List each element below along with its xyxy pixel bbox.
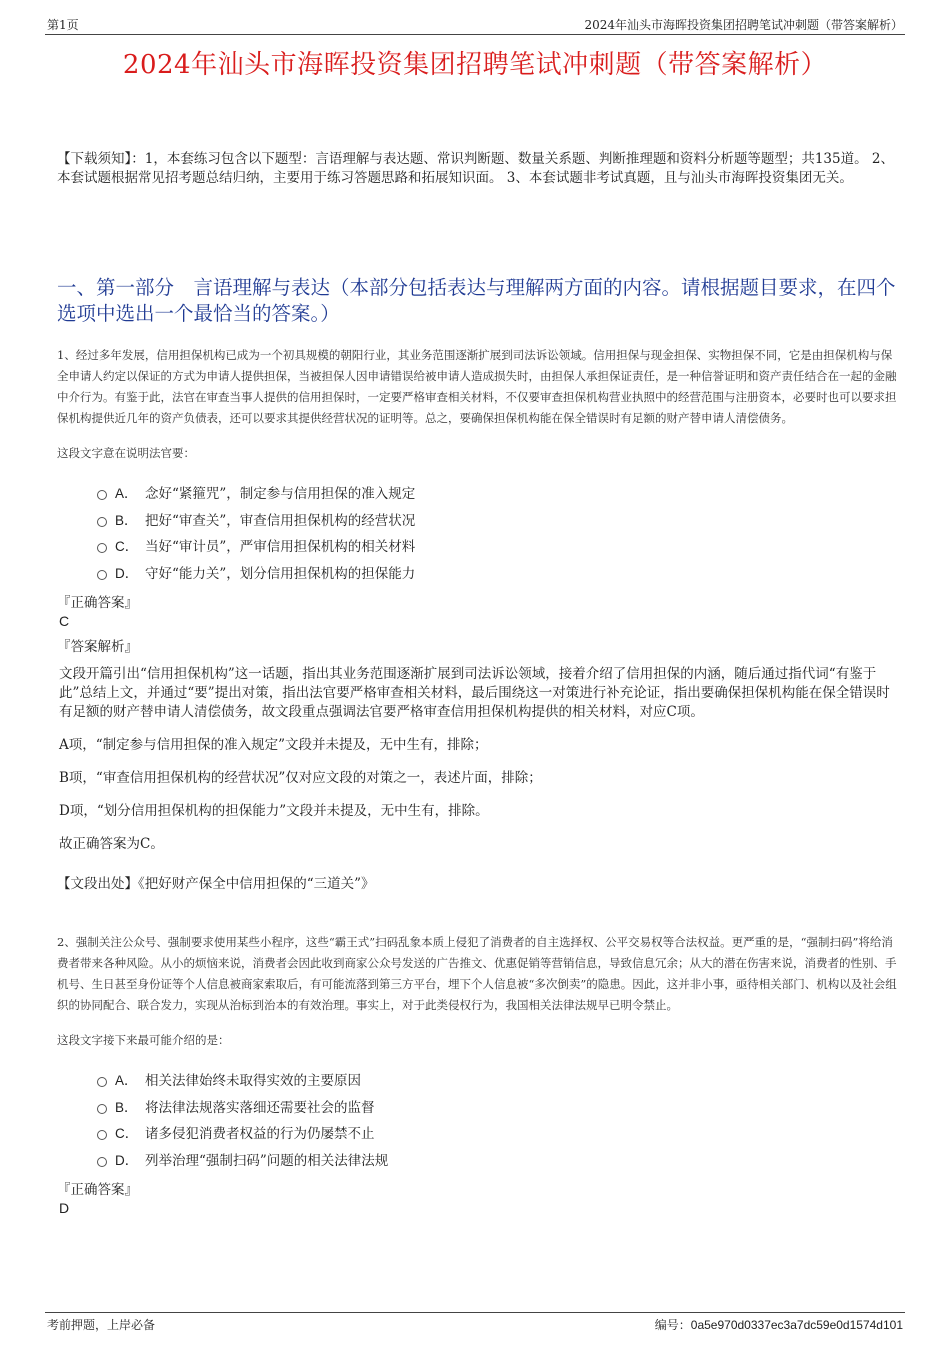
radio-icon[interactable] (97, 570, 107, 580)
question-2-options (97, 1066, 902, 1172)
page-footer (45, 1312, 905, 1335)
radio-icon[interactable] (97, 543, 107, 553)
page-number: 第1页 (47, 18, 79, 32)
correct-answer: D (59, 1200, 70, 1216)
answer-tag: 『正确答案』 (57, 595, 138, 611)
footer-slogan: 考前押题，上岸必备 (47, 1318, 156, 1332)
option-d[interactable]: D． 守好“能力关”，划分信用担保机构的担保能力 (97, 559, 902, 586)
analysis-paragraph: A项，“制定参与信用担保的准入规定”文段并未提及，无中生有，排除； (59, 737, 488, 753)
question-1-text: 1、经过多年发展，信用担保机构已成为一个初具规模的朝阳行业，其业务范围逐渐扩展到司法诉讼领域。信用担保与现金担保、实物担保不同，它是由担保机构与保全申请人约定以保证的方式为申请人提供担保，当被担保人因申请错误给被申请人造成损失时，由担保人承担保证责任，是一种信誉证明和资产责任结合在一起的金融中介行为。有鉴于此，法官在审查当事人提供的信用担保时，一定要严格审查相关材料，不仅要审查担保机构营业执照中的经营范围与注册资本，必要时也可以要求担保机构提供近几年的资产负债表，还可以要求其提供经营状况的证明等。总之，要确保担保机构能在保全错误时有足额的财产替申请人清偿债务。 (57, 348, 897, 425)
option-d[interactable]: D． 列举治理“强制扫码”问题的相关法律法规 (97, 1146, 902, 1173)
option-b[interactable]: B． 把好“审查关”，审查信用担保机构的经营状况 (97, 506, 902, 533)
option-c[interactable]: C． 当好“审计员”，严审信用担保机构的相关材料 (97, 532, 902, 559)
question-1 (57, 345, 902, 892)
analysis-paragraph: 故正确答案为C。 (59, 836, 164, 852)
question-2 (57, 932, 902, 1216)
radio-icon[interactable] (97, 517, 107, 527)
section-title: 一、第一部分 言语理解与表达（本部分包括表达与理解两方面的内容。请根据题目要求，在四个选项中选出一个最恰当的答案。） (57, 276, 896, 325)
question-2-prompt: 这段文字接下来最可能介绍的是： (57, 1033, 230, 1047)
analysis-paragraph: 文段开篇引出“信用担保机构”这一话题，指出其业务范围逐渐扩展到司法诉讼领域，接着介绍了信用担保的内涵，随后通过指代词“有鉴于此”总结上文，并通过“要”提出对策，指出法官要严格审查相关材料，最后围绕这一对策进行补充论证，指出要确保担保机构能在保全错误时有足额的财产替申请人清偿债务，故文段重点强调法官要严格审查信用担保机构提供的相关材料，对应C项。 (59, 666, 890, 720)
page-header (45, 12, 905, 35)
analysis-paragraph: D项，“划分信用担保机构的担保能力”文段并未提及，无中生有，排除。 (59, 803, 489, 819)
analysis-paragraph: B项，“审查信用担保机构的经营状况”仅对应文段的对策之一，表述片面，排除； (59, 770, 542, 786)
option-a[interactable]: A． 相关法律始终未取得实效的主要原因 (97, 1066, 902, 1093)
radio-icon[interactable] (97, 1104, 107, 1114)
option-b[interactable]: B． 将法律法规落实落细还需要社会的监督 (97, 1093, 902, 1120)
question-1-options (97, 479, 902, 585)
option-a[interactable]: A． 念好“紧箍咒”，制定参与信用担保的准入规定 (97, 479, 902, 506)
radio-icon[interactable] (97, 1077, 107, 1087)
header-doc-title: 2024年汕头市海晖投资集团招聘笔试冲刺题（带答案解析） (584, 18, 903, 32)
correct-answer: C (59, 613, 70, 629)
answer-tag: 『正确答案』 (57, 1182, 138, 1198)
radio-icon[interactable] (97, 490, 107, 500)
download-notice: 【下载须知】：1，本套练习包含以下题型：言语理解与表达题、常识判断题、数量关系题、判断推理题和资料分析题等题型；共135道。 2、本套试题根据常见招考题总结归纳，主要用于练习答题思路和拓展知识面。 3、本套试题非考试真题，且与汕头市海晖投资集团无关。 (57, 151, 894, 186)
question-1-prompt: 这段文字意在说明法官要： (57, 446, 195, 460)
option-c[interactable]: C． 诸多侵犯消费者权益的行为仍屡禁不止 (97, 1119, 902, 1146)
footer-code: 编号：0a5e970d0337ec3a7dc59e0d1574d101 (654, 1318, 903, 1332)
radio-icon[interactable] (97, 1130, 107, 1140)
radio-icon[interactable] (97, 1157, 107, 1167)
passage-source: 【文段出处】《把好财产保全中信用担保的“三道关”》 (57, 876, 375, 892)
analysis-tag: 『答案解析』 (57, 639, 138, 655)
page-title: 2024年汕头市海晖投资集团招聘笔试冲刺题（带答案解析） (122, 50, 828, 80)
question-2-text: 2、强制关注公众号、强制要求使用某些小程序，这些“霸王式”扫码乱象本质上侵犯了消费者的自主选择权、公平交易权等合法权益。更严重的是，“强制扫码”将给消费者带来各种风险。从小的烦恼来说，消费者会因此收到商家公众号发送的广告推文、优惠促销等营销信息，导致信息冗余；从大的潜在伤害来说，消费者的性别、手机号、生日甚至身份证等个人信息被商家索取后，有可能流落到第三方平台，埋下个人信息被“多次倒卖”的隐患。因此，这并非小事，亟待相关部门、机构以及社会组织的协同配合、联合发力，实现从治标到治本的有效治理。事实上，对于此类侵权行为，我国相关法律法规早已明令禁止。 (57, 935, 897, 1012)
